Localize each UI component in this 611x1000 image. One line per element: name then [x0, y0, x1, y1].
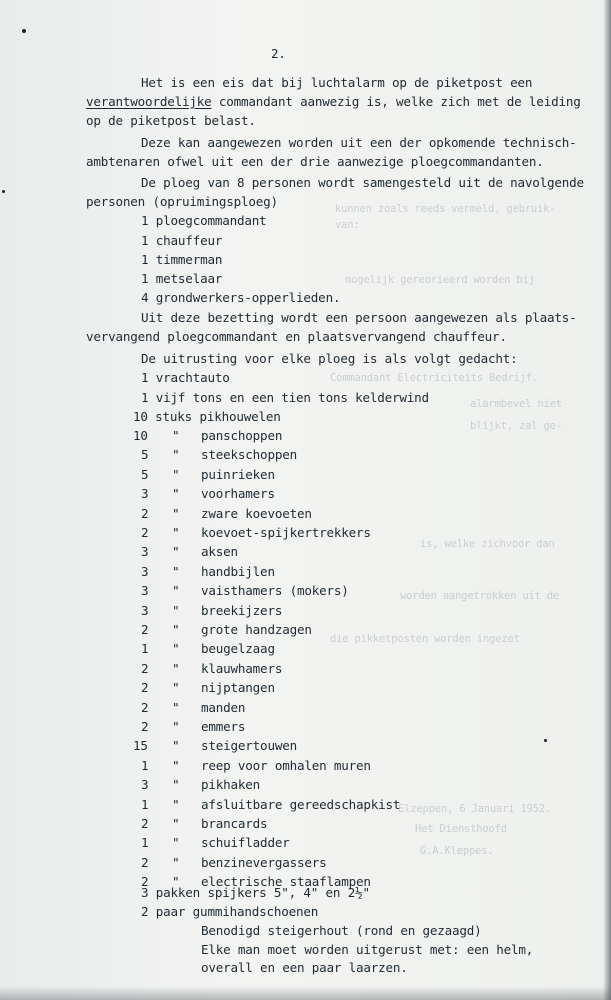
ditto-mark: " [172, 486, 180, 501]
ditto-mark: " [172, 564, 180, 579]
paragraph-line: vervangend ploegcommandant en plaatsvervangend chauffeur. [86, 329, 507, 344]
show-through-text: Het Diensthoofd [415, 823, 507, 835]
paragraph-line: verantwoordelijke commandant aanwezig is, welke zich met de leiding [86, 94, 581, 109]
show-through-text: alarmbevel niet [470, 398, 562, 410]
paragraph-line: Het is een eis dat bij luchtalarm op de piketpost een [141, 75, 533, 90]
show-through-text: worden aangetrokken uit de [400, 590, 560, 602]
equipment-qty: 2 [141, 816, 149, 831]
list-item: 1 timmerman [141, 252, 223, 267]
equipment-item: benzinevergassers [201, 855, 327, 870]
ditto-mark: " [172, 506, 180, 521]
equipment-qty: 2 [141, 855, 149, 870]
equipment-item: handbijlen [201, 564, 275, 579]
equipment-item: emmers [201, 719, 246, 734]
closing-line: Benodigd steigerhout (rond en gezaagd) [201, 923, 482, 938]
equipment-item: puinrieken [201, 467, 275, 482]
list-item: 1 ploegcommandant [141, 213, 267, 228]
list-item: 1 metselaar [141, 271, 223, 286]
ditto-mark: " [172, 622, 180, 637]
ditto-mark: " [172, 603, 180, 618]
show-through-text: Commandant Electriciteits Bedrijf. [330, 372, 539, 384]
equipment-item: steigertouwen [201, 738, 297, 753]
equipment-item: breekijzers [201, 603, 283, 618]
equipment-item: afsluitbare gereedschapkist [201, 797, 401, 812]
equipment-item: panschoppen [201, 428, 283, 443]
show-through-text: van: [335, 219, 360, 231]
ditto-mark: " [172, 641, 180, 656]
equipment-qty: 10 [133, 428, 148, 443]
ditto-mark: " [172, 738, 180, 753]
equipment-qty: 5 [141, 467, 149, 482]
ditto-mark: " [172, 758, 180, 773]
show-through-text: mogelijk gereorieerd worden bij [345, 274, 535, 286]
page-edge-shadow [603, 0, 611, 1000]
paragraph-line: De ploeg van 8 personen wordt samengesteld uit de navolgende [141, 175, 584, 190]
equipment-item: reep voor omhalen muren [201, 758, 371, 773]
paragraph-line: ambtenaren ofwel uit een der drie aanwezige ploegcommandanten. [86, 154, 544, 169]
section-heading: De uitrusting voor elke ploeg is als volgt gedacht: [141, 351, 518, 366]
equipment-qty: 5 [141, 447, 149, 462]
equipment-qty: 3 [141, 603, 149, 618]
show-through-text: Elzeppen, 6 Januari 1952. [398, 803, 552, 815]
page-number: 2. [271, 46, 286, 61]
paragraph-line: Uit deze bezetting wordt een persoon aangewezen als plaats- [141, 310, 577, 325]
ditto-mark: " [172, 777, 180, 792]
list-item: 1 chauffeur [141, 233, 223, 248]
ditto-mark: " [172, 447, 180, 462]
list-item: 1 vrachtauto [141, 370, 230, 385]
ditto-mark: " [172, 467, 180, 482]
ditto-mark: " [172, 661, 180, 676]
ditto-mark: " [172, 544, 180, 559]
equipment-qty: 2 [141, 661, 149, 676]
paragraph-line: personen (opruimingsploeg) [86, 194, 278, 209]
paragraph-line: op de piketpost belast. [86, 113, 256, 128]
equipment-qty: 2 [141, 700, 149, 715]
equipment-item: electrische staaflampen [201, 874, 371, 889]
equipment-qty: 2 [141, 719, 149, 734]
ditto-mark: " [172, 797, 180, 812]
equipment-qty: 15 [133, 738, 148, 753]
equipment-qty: 3 [141, 777, 149, 792]
equipment-qty: 3 [141, 544, 149, 559]
ditto-mark: " [172, 835, 180, 850]
equipment-item: zware koevoeten [201, 506, 312, 521]
list-item: 10 stuks pikhouwelen [133, 409, 281, 424]
closing-line: Elke man moet worden uitgerust met: een helm, [201, 942, 534, 957]
equipment-qty: 2 [141, 525, 149, 540]
list-item: 4 grondwerkers-opperlieden. [141, 290, 341, 305]
equipment-item: koevoet-spijkertrekkers [201, 525, 371, 540]
page-bottom-shadow [0, 986, 611, 1000]
equipment-qty: 3 [141, 486, 149, 501]
ditto-mark: " [172, 719, 180, 734]
equipment-qty: 3 [141, 583, 149, 598]
ditto-mark: " [172, 855, 180, 870]
list-item: 2 paar gummihandschoenen [141, 904, 319, 919]
equipment-qty: 3 [141, 564, 149, 579]
equipment-qty: 2 [141, 506, 149, 521]
equipment-qty: 1 [141, 758, 149, 773]
equipment-item: pikhaken [201, 777, 261, 792]
equipment-qty: 1 [141, 835, 149, 850]
ditto-mark: " [172, 583, 180, 598]
equipment-qty: 2 [141, 622, 149, 637]
ditto-mark: " [172, 874, 180, 889]
equipment-item: brancards [201, 816, 268, 831]
show-through-text: blijkt, zal ge- [470, 420, 562, 432]
ditto-mark: " [172, 680, 180, 695]
show-through-text: kunnen zoals reeds vermeld, gebruik- [335, 203, 556, 215]
equipment-qty: 1 [141, 641, 149, 656]
ditto-mark: " [172, 816, 180, 831]
ditto-mark: " [172, 525, 180, 540]
ditto-mark: " [172, 700, 180, 715]
list-item: 3 pakken spijkers 5", 4" en 2½" [141, 885, 370, 900]
equipment-item: grote handzagen [201, 622, 312, 637]
equipment-qty: 2 [141, 874, 149, 889]
equipment-item: nijptangen [201, 680, 275, 695]
equipment-item: beugelzaag [201, 641, 275, 656]
punch-hole-mark [2, 190, 5, 193]
equipment-item: steekschoppen [201, 447, 297, 462]
ditto-mark: " [172, 428, 180, 443]
equipment-item: voorhamers [201, 486, 275, 501]
paragraph-line: Deze kan aangewezen worden uit een der opkomende technisch- [141, 135, 577, 150]
underlined-word: verantwoordelijke [86, 94, 212, 109]
punch-hole-mark [22, 29, 26, 33]
equipment-item: manden [201, 700, 246, 715]
list-item: 1 vijf tons en een tien tons kelderwind [141, 390, 429, 405]
equipment-item: schuifladder [201, 835, 290, 850]
equipment-item: aksen [201, 544, 238, 559]
ink-speck [544, 739, 547, 742]
show-through-text: G.A.Kleppes. [420, 845, 494, 857]
equipment-item: klauwhamers [201, 661, 283, 676]
equipment-item: vaisthamers (mokers) [201, 583, 349, 598]
equipment-qty: 1 [141, 797, 149, 812]
show-through-text: is, welke zichvoor dan [420, 538, 555, 550]
closing-line: overall en een paar laarzen. [201, 960, 408, 975]
equipment-qty: 2 [141, 680, 149, 695]
show-through-text: die pikketposten worden ingezet [330, 633, 520, 645]
